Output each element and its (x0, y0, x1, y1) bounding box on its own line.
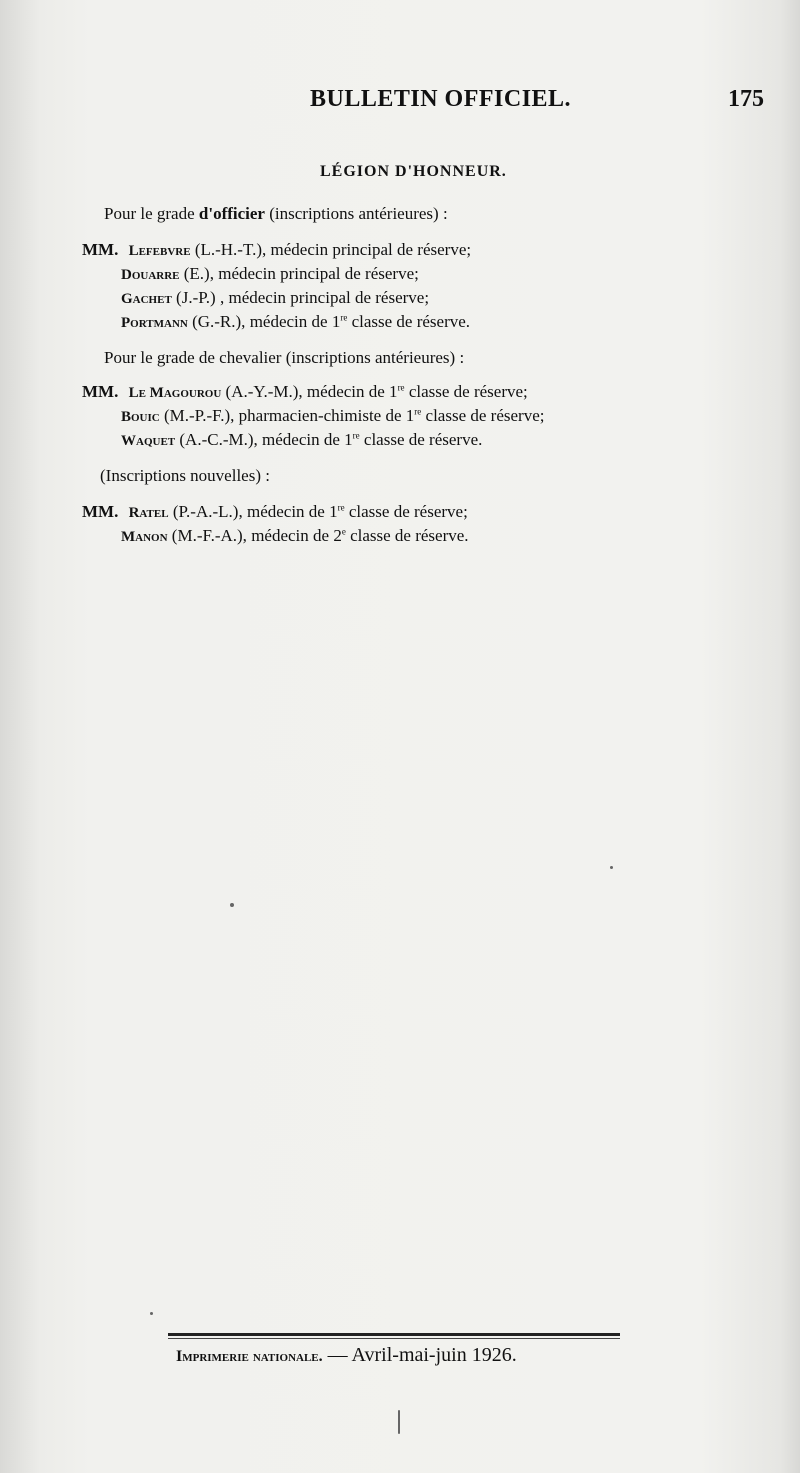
person-name: Ratel (128, 505, 169, 521)
footer-rule (168, 1333, 620, 1336)
rank-class: classe de réserve; (344, 502, 468, 521)
person-name: Gachet (121, 291, 172, 307)
footer-rule-thin (168, 1338, 620, 1339)
person-name: Bouic (121, 409, 160, 425)
initials: (G.-R.), (192, 312, 246, 331)
ordinal-suffix: re (414, 406, 422, 417)
section-title: LÉGION D'HONNEUR. (320, 163, 507, 180)
person-name: Lefebvre (128, 243, 191, 259)
initials: (A.-C.-M.), (179, 430, 258, 449)
intro-text: Pour le grade de chevalier (inscriptions antérieures) : (104, 348, 465, 367)
running-head: BULLETIN OFFICIEL. (310, 86, 572, 112)
list-item (82, 502, 468, 522)
ordinal-suffix: re (352, 430, 360, 441)
rank: pharmacien-chimiste de 1 (238, 406, 415, 425)
print-date: Avril-mai-juin 1926. (351, 1344, 517, 1366)
rank: médecin principal de réserve; (228, 288, 430, 307)
person-name: Portmann (121, 315, 188, 331)
intro-text: Pour le grade (104, 204, 199, 223)
person-name: Le Magourou (128, 385, 222, 401)
group-intro (104, 204, 448, 224)
rank: médecin de 1 (306, 382, 398, 401)
list-item (82, 382, 528, 402)
person-name: Douarre (121, 267, 180, 283)
rank: médecin de 2 (251, 526, 342, 545)
rank: médecin de 1 (246, 502, 338, 521)
list-item (121, 264, 419, 284)
initials: (M.-P.-F.), (163, 406, 235, 425)
person-name: Manon (121, 529, 168, 545)
initials: (A.-Y.-M.), (225, 382, 303, 401)
intro-suffix-text: (inscriptions antérieures) : (264, 204, 448, 223)
colophon (176, 1344, 517, 1367)
rank: médecin principal de réserve; (270, 240, 472, 259)
separator: — (322, 1344, 352, 1366)
ordinal-suffix: re (337, 502, 345, 513)
list-item (82, 240, 471, 260)
honorific: MM. (82, 240, 119, 259)
rank-class: classe de réserve. (359, 430, 483, 449)
rank: médecin de 1 (249, 312, 341, 331)
rank-class: classe de réserve. (347, 312, 471, 331)
scan-speck (610, 866, 613, 869)
page-number: 175 (728, 86, 764, 112)
ordinal-suffix: e (341, 526, 346, 537)
scan-mark (398, 1410, 400, 1434)
person-name: Waquet (121, 433, 176, 449)
initials: (M.-F.-A.), (171, 526, 247, 545)
scan-speck (230, 903, 234, 907)
ordinal-suffix: re (340, 312, 348, 323)
initials: (J.-P.) , (176, 288, 225, 307)
intro-bold-text: d'officier (198, 204, 265, 223)
rank: médecin de 1 (262, 430, 353, 449)
rank-class: classe de réserve. (345, 526, 469, 545)
list-item (121, 312, 470, 332)
group-intro (104, 348, 464, 368)
printer-name: Imprimerie nationale. (176, 1348, 323, 1365)
initials: (P.-A.-L.), (172, 502, 243, 521)
list-item (121, 406, 544, 426)
scan-speck (150, 1312, 153, 1315)
list-item (121, 288, 429, 308)
rank-class: classe de réserve; (404, 382, 528, 401)
honorific: MM. (82, 502, 119, 521)
rank-class: classe de réserve; (421, 406, 545, 425)
initials: (E.), (183, 264, 214, 283)
honorific: MM. (82, 382, 119, 401)
initials: (L.-H.-T.), (194, 240, 267, 259)
intro-text: (Inscriptions nouvelles) : (100, 466, 270, 485)
ordinal-suffix: re (397, 382, 405, 393)
list-item (121, 430, 482, 450)
rank: médecin principal de réserve; (218, 264, 419, 283)
list-item (121, 526, 469, 546)
group-intro (100, 466, 270, 486)
